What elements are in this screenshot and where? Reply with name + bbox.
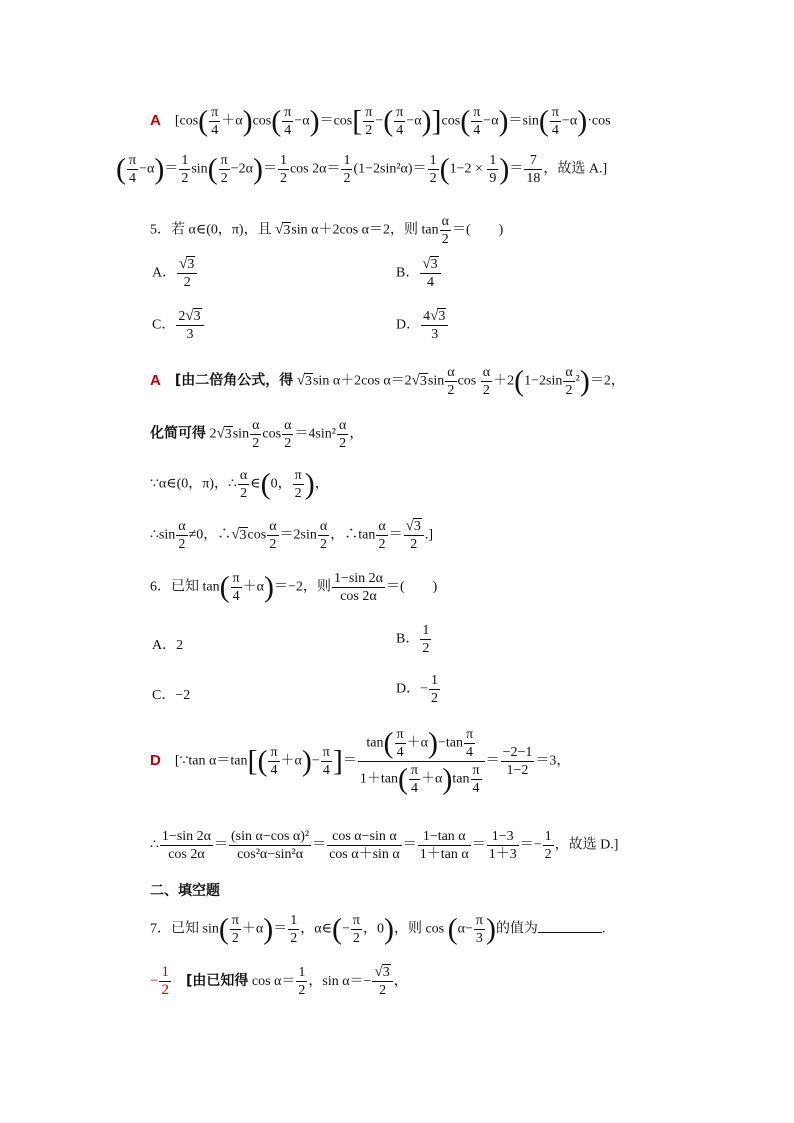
- q6-option-c[interactable]: C．−2: [152, 688, 191, 703]
- q7-answer-blank[interactable]: [538, 918, 602, 933]
- q5-option-d[interactable]: D． $\frac{4√3}{3}$: [396, 308, 449, 343]
- q5-answer: A: [150, 371, 161, 389]
- q6-option-a[interactable]: A．2: [152, 638, 184, 653]
- q7-solution-line-1: − $\frac{1}{2}$ [由已知得 cos α＝ $\frac{1}{2}$ ，sin α＝− $\frac{√3}{2}$ ，: [150, 964, 408, 999]
- q5-option-a[interactable]: A． $\frac{√3}{2}$: [152, 256, 198, 291]
- q4-answer: A: [150, 111, 161, 129]
- q6-solution-line-1: D [∵tan α＝tan[( $\frac{\pi}{4}$ ＋α)− $\frac{\pi}{4}$ ]＝ tan( $\frac{\pi}{4}$ ＋α)−tan $\frac{\pi}{4}$ 1＋tan( $\frac{\pi}{4}$ ＋α)tan $\frac{\pi}{4}$ ＝ $\frac{-2-1}{1-2}$ ＝3，: [150, 726, 571, 796]
- q5-solution-line-1: A [由二倍角公式，得 √3sin α＋2cos α＝2√3sin $\frac{\alpha}{2}$ cos $\frac{\alpha}{2}$ ＋2(1−2sin $\frac{\alpha}{2}$ ²)＝2，: [150, 364, 625, 398]
- q6-option-b[interactable]: B． $\frac{1}{2}$: [396, 623, 430, 656]
- q5-solution-line-4: ∴sin $\frac{\alpha}{2}$ ≠0，∴√3cos $\frac{\alpha}{2}$ ＝2sin $\frac{\alpha}{2}$ ，∴tan $\frac{\alpha}{2}$ ＝ $\frac{√3}{2}$ .]: [150, 518, 434, 552]
- q5-solution-line-2: 化简可得 2√3sin $\frac{\alpha}{2}$ cos $\frac{\alpha}{2}$ ＝4sin² $\frac{\alpha}{2}$ ，: [150, 418, 364, 451]
- q5-option-c[interactable]: C． $\frac{2√3}{3}$: [152, 308, 205, 343]
- q5-solution-line-3: ∵α∈(0，π)，∴ $\frac{\alpha}{2}$ ∈(0， $\frac{\pi}{2}$ )，: [150, 467, 329, 501]
- q6-stem: 6．已知 tan( $\frac{\pi}{4}$ ＋α)＝−2，则 $\frac{1-\sin 2\alpha}{\cos 2\alpha}$ ＝( ): [150, 570, 438, 604]
- q6-option-d[interactable]: D．− $\frac{1}{2}$: [396, 673, 439, 706]
- q6-answer: D: [150, 751, 161, 769]
- q4-solution-line-2: ( $\frac{\pi}{4}$ −α)＝ $\frac{1}{2}$ sin( $\frac{\pi}{2}$ −2α)＝ $\frac{1}{2}$ cos 2α＝ $\frac{1}{2}$ (1−2sin²α)＝ $\frac{1}{2}$ (1−2 × $\frac{1}{9}$ )＝ $\frac{7}{18}$ ，故选 A.]: [116, 152, 608, 186]
- q5-stem: 5．若 α∈(0，π)，且 √3sin α＋2cos α＝2，则 tan $\frac{\alpha}{2}$ ＝( ): [150, 214, 504, 247]
- q6-solution-line-2: ∴ $\frac{1-\sin 2\alpha}{\cos 2\alpha}$ ＝ $\frac{\text{(sin α−cos α)²}}{\text{cos²α−sin²α}}$ ＝ $\frac{\text{cos α−sin α}}{\text{cos α＋sin α}}$ ＝ $\frac{\text{1−tan α}}{\text{1＋tan α}}$ ＝ $\frac{1-3}{1+3}$ ＝− $\frac{1}{2}$ ，故选 D.]: [150, 829, 619, 862]
- q7-stem: 7．已知 sin( $\frac{\pi}{2}$ ＋α)＝ $\frac{1}{2}$ ，α∈(− $\frac{\pi}{2}$ ，0)，则 cos (α− $\frac{\pi}{3}$ )的值为 .: [150, 912, 606, 946]
- q7-answer: − $\frac{1}{2}$: [150, 964, 169, 998]
- q4-solution-line-1: A [cos( $\frac{\pi}{4}$ ＋α)cos( $\frac{\pi}{4}$ −α)＝cos[ $\frac{\pi}{2}$ −( $\frac{\pi}{4}$ −α)]cos( $\frac{\pi}{4}$ −α)＝sin( $\frac{\pi}{4}$ −α)·cos: [150, 104, 611, 138]
- q5-option-b[interactable]: B． $\frac{√3}{4}$: [396, 256, 442, 291]
- section-title: 二、填空题: [150, 883, 220, 899]
